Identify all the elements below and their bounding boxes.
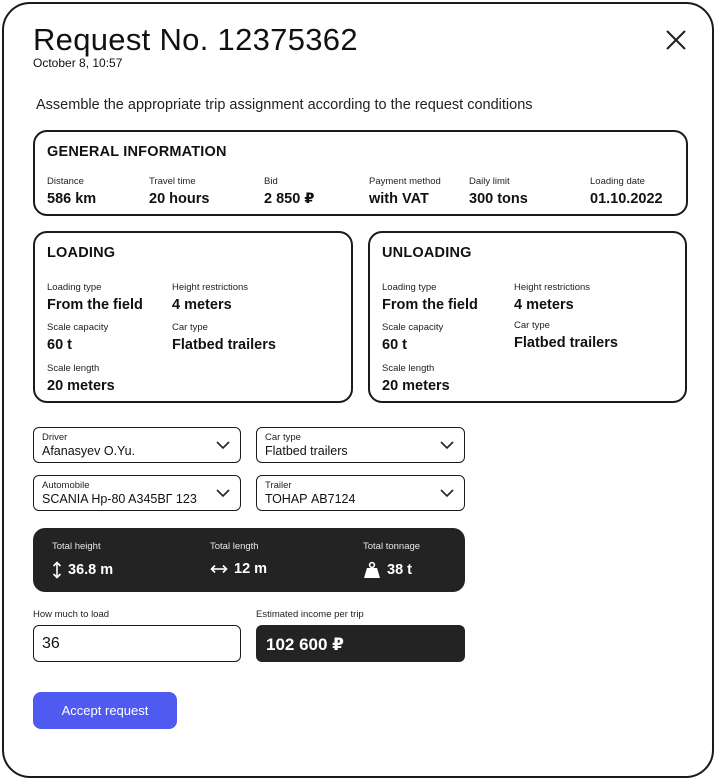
field-value: 300 tons <box>469 191 528 207</box>
income-label: Estimated income per trip <box>256 609 364 620</box>
height-restrictions-field <box>172 282 248 315</box>
car-type-select[interactable] <box>256 427 465 463</box>
general-information-title: GENERAL INFORMATION <box>47 144 227 160</box>
payment-method-field <box>369 176 441 209</box>
scale-length-field <box>382 363 450 396</box>
loading-date-field <box>590 176 663 209</box>
general-information-card <box>33 130 688 216</box>
bid-field <box>264 176 314 209</box>
loading-type-field <box>47 282 143 315</box>
loading-type-field <box>382 282 478 315</box>
load-amount-input[interactable] <box>33 625 241 662</box>
field-value: Flatbed trailers <box>514 335 618 351</box>
distance-field <box>47 176 96 209</box>
request-date: October 8, 10:57 <box>33 56 123 70</box>
field-label: Payment method <box>369 176 441 187</box>
field-label: Travel time <box>149 176 196 187</box>
chevron-down-icon <box>216 441 230 450</box>
automobile-value: SCANIA Hp-80 A345BГ 123 <box>42 492 197 506</box>
field-value: 20 meters <box>382 378 450 394</box>
car-type-field <box>514 320 618 353</box>
accept-request-button[interactable]: Accept request <box>33 692 177 729</box>
vertical-arrows-icon <box>52 561 62 579</box>
field-label: Scale length <box>382 363 435 374</box>
height-restrictions-field <box>514 282 590 315</box>
automobile-select[interactable] <box>33 475 241 511</box>
daily-limit-field <box>469 176 528 209</box>
field-value: 60 t <box>382 337 407 353</box>
totals-panel <box>33 528 465 592</box>
automobile-label: Automobile <box>42 480 90 491</box>
car-type-label: Car type <box>265 432 301 443</box>
field-value: 20 hours <box>149 191 210 207</box>
field-label: Scale capacity <box>47 322 109 333</box>
unloading-card <box>368 231 687 403</box>
trailer-value: ТОНАР АВ7124 <box>265 492 356 506</box>
field-value: From the field <box>47 297 143 313</box>
car-type-value: Flatbed trailers <box>265 444 348 458</box>
total-height-label: Total height <box>52 541 101 552</box>
total-tonnage-label: Total tonnage <box>363 541 421 552</box>
field-value: 4 meters <box>172 297 232 313</box>
field-value: with VAT <box>369 191 429 207</box>
field-label: Height restrictions <box>172 282 249 293</box>
load-amount-label: How much to load <box>33 609 110 620</box>
income-value: 102 600 ₽ <box>266 635 345 654</box>
page-title: Request No. 12375362 <box>33 22 358 57</box>
field-label: Loading type <box>47 282 102 293</box>
field-value: 4 meters <box>514 297 574 313</box>
car-type-field <box>172 322 276 355</box>
total-tonnage-value: 38 t <box>387 562 412 578</box>
field-label: Car type <box>172 322 208 333</box>
total-length <box>210 541 267 577</box>
field-value: From the field <box>382 297 478 313</box>
driver-select[interactable] <box>33 427 241 463</box>
chevron-down-icon <box>216 489 230 498</box>
weight-icon <box>363 561 381 579</box>
field-value: 2 850 ₽ <box>264 191 315 207</box>
field-label: Bid <box>264 176 278 187</box>
field-label: Daily limit <box>469 176 510 187</box>
field-value: 586 km <box>47 191 97 207</box>
instruction-text: Assemble the appropriate trip assignment according to the request conditions <box>36 97 533 113</box>
total-tonnage <box>363 541 420 579</box>
field-value: Flatbed trailers <box>172 337 276 353</box>
loading-card <box>33 231 353 403</box>
field-value: 20 meters <box>47 378 115 394</box>
unloading-title: UNLOADING <box>382 245 472 261</box>
total-length-value: 12 m <box>234 561 268 577</box>
total-height-value: 36.8 m <box>68 562 114 578</box>
field-label: Scale capacity <box>382 322 444 333</box>
chevron-down-icon <box>440 489 454 498</box>
total-length-label: Total length <box>210 541 259 552</box>
chevron-down-icon <box>440 441 454 450</box>
income-box <box>256 625 465 662</box>
driver-label: Driver <box>42 432 68 443</box>
scale-capacity-field <box>382 322 443 355</box>
field-label: Scale length <box>47 363 100 374</box>
scale-length-field <box>47 363 115 396</box>
field-label: Car type <box>514 320 550 331</box>
trailer-label: Trailer <box>265 480 292 491</box>
field-value: 01.10.2022 <box>590 191 663 207</box>
loading-title: LOADING <box>47 245 116 261</box>
field-label: Loading type <box>382 282 437 293</box>
field-label: Loading date <box>590 176 645 187</box>
horizontal-arrows-icon <box>210 564 228 574</box>
trailer-select[interactable] <box>256 475 465 511</box>
field-label: Distance <box>47 176 84 187</box>
travel-time-field <box>149 176 209 209</box>
scale-capacity-field <box>47 322 108 355</box>
close-icon[interactable] <box>663 27 689 53</box>
driver-value: Afanasyev O.Yu. <box>42 444 136 458</box>
field-value: 60 t <box>47 337 72 353</box>
total-height <box>52 541 113 579</box>
field-label: Height restrictions <box>514 282 591 293</box>
